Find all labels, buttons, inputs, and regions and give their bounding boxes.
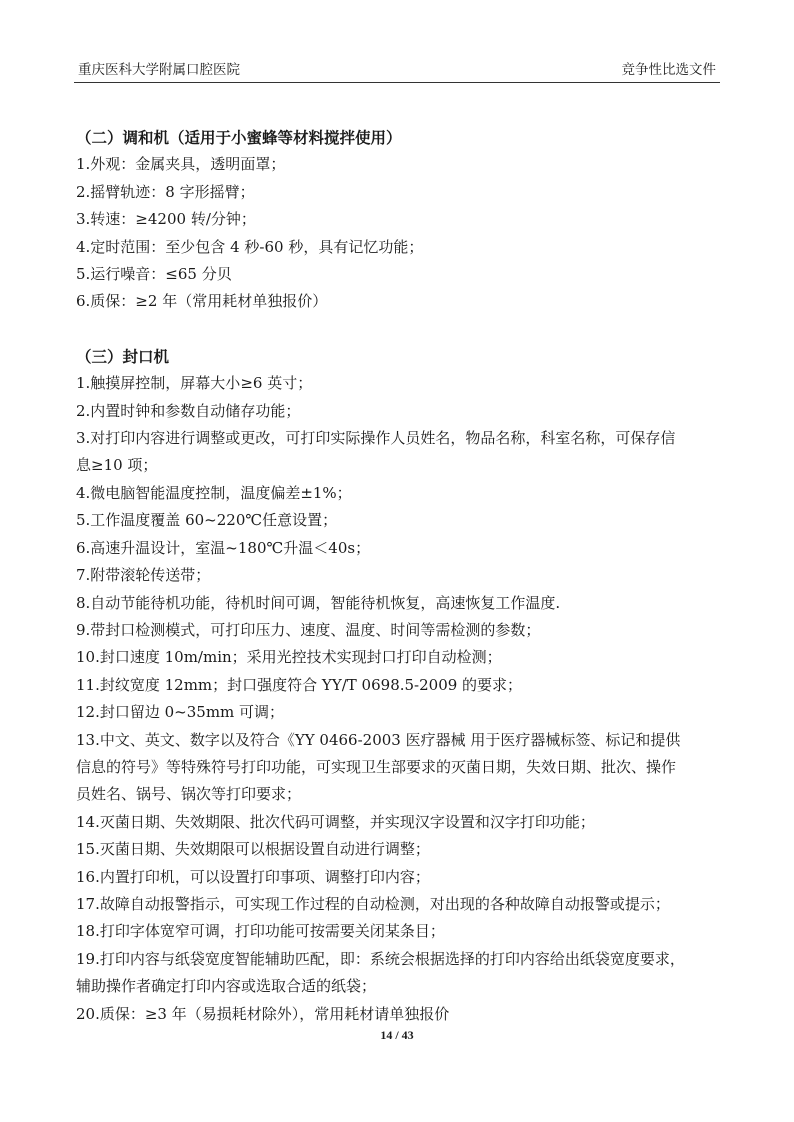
list-item: 3.对打印内容进行调整或更改，可打印实际操作人员姓名，物品名称，科室名称，可保存信: [76, 429, 676, 448]
list-item: 12.封口留边 0~35mm 可调；: [76, 703, 285, 722]
list-item: 息≥10 项；: [76, 456, 158, 475]
list-item: 9.带封口检测模式，可打印压力、速度、温度、时间等需检测的参数；: [76, 620, 541, 639]
page-header: [74, 48, 720, 83]
list-item: 11.封纹宽度 12mm；封口强度符合 YY/T 0698.5-2009 的要求；: [76, 675, 523, 694]
header-document-type: 竞争性比选文件: [621, 62, 716, 78]
list-item: 3.转速：≥4200 转/分钟；: [76, 210, 256, 229]
page-number: 14 / 43: [380, 1028, 414, 1042]
spacer: [76, 316, 724, 343]
list-item: 4.定时范围：至少包含 4 秒-60 秒，具有记忆功能；: [76, 237, 424, 256]
header-hospital-name: 重庆医科大学附属口腔医院: [78, 62, 240, 78]
list-item: 20.质保：≥3 年（易损耗材除外），常用耗材请单独报价: [76, 1004, 450, 1023]
list-item: 信息的符号》等特殊符号打印功能，可实现卫生部要求的灭菌日期，失效日期、批次、操作: [76, 757, 677, 776]
list-item: 2.摇臂轨迹：8 字形摇臂；: [76, 182, 255, 201]
list-item: 2.内置时钟和参数自动储存功能；: [76, 401, 301, 420]
list-item: 员姓名、锅号、锅次等打印要求；: [76, 785, 302, 804]
list-item: 1.触摸屏控制，屏幕大小≥6 英寸；: [76, 374, 313, 393]
list-item: 13.中文、英文、数字以及符合《YY 0466-2003 医疗器械 用于医疗器械标签、标记和提供: [76, 730, 681, 749]
list-item: 17.故障自动报警指示，可实现工作过程的自动检测，对出现的各种故障自动报警或提示；: [76, 894, 670, 913]
list-item: 5.工作温度覆盖 60~220℃任意设置；: [76, 511, 338, 530]
list-item: 辅助操作者确定打印内容或选取合适的纸袋；: [76, 977, 377, 996]
list-item: 5.运行噪音：≤65 分贝: [76, 265, 232, 284]
list-item: 7.附带滚轮传送带；: [76, 566, 211, 585]
list-item: 4.微电脑智能温度控制，温度偏差±1%；: [76, 483, 352, 502]
list-item: 18.打印字体宽窄可调，打印功能可按需要关闭某条目；: [76, 922, 445, 941]
list-item: 6.高速升温设计，室温~180℃升温＜40s；: [76, 538, 371, 557]
list-item: 10.封口速度 10m/min；采用光控技术实现封口打印自动检测；: [76, 648, 502, 667]
section-title-mixer: （二）调和机（适用于小蜜蜂等材料搅拌使用）: [76, 128, 402, 147]
list-item: 8.自动节能待机功能，待机时间可调，智能待机恢复，高速恢复工作温度.: [76, 593, 561, 612]
list-item: 19.打印内容与纸袋宽度智能辅助匹配，即：系统会根据选择的打印内容给出纸袋宽度要求，: [76, 949, 685, 968]
document-body: [76, 124, 724, 1028]
section-mixer-list: [76, 151, 724, 315]
section-sealer-list: [76, 370, 724, 1028]
list-item: 16.内置打印机，可以设置打印事项、调整打印内容；: [76, 867, 430, 886]
list-item: 1.外观：金属夹具，透明面罩；: [76, 155, 286, 174]
list-item: 15.灭菌日期、失效期限可以根据设置自动进行调整；: [76, 840, 430, 859]
list-item: 6.质保：≥2 年（常用耗材单独报价）: [76, 292, 328, 311]
section-title-sealer: （三）封口机: [76, 346, 170, 366]
list-item: 14.灭菌日期、失效期限、批次代码可调整，并实现汉字设置和汉字打印功能；: [76, 812, 595, 831]
